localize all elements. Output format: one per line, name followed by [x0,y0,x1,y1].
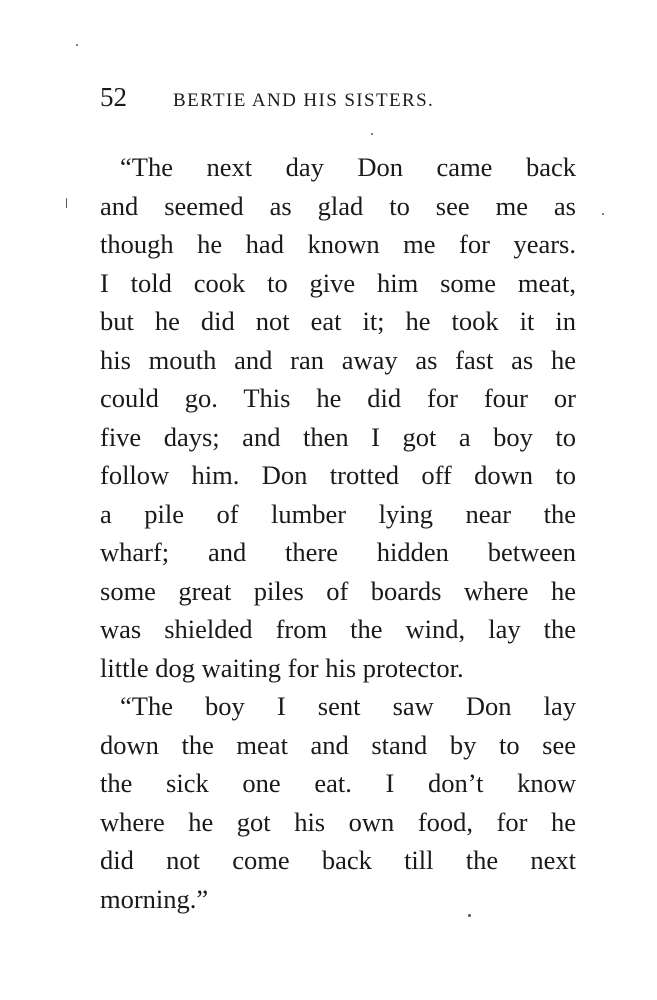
text-line: and seemed as glad to see me as [100,190,576,221]
paragraph-1 [100,148,576,687]
paper-speck [76,44,78,46]
text-line: five days; and then I got a boy to [100,421,576,452]
text-line: a pile of lumber lying near the [100,498,576,529]
paper-speck [66,198,67,208]
text-line: “The next day Don came back [120,152,576,182]
body-text [100,148,576,918]
paragraph-2 [100,687,576,918]
paper-speck [602,213,604,215]
text-line: though he had known me for years. [100,229,576,259]
text-line: I told cook to give him some meat, [100,267,576,298]
running-head: BERTIE AND HIS SISTERS. [173,90,435,111]
text-line: the sick one eat. I don’t know [100,768,576,798]
paper-speck [371,133,373,135]
text-line: his mouth and ran away as fast as he [100,344,576,375]
text-line: down the meat and stand by to see [100,729,576,760]
text-line: wharf; and there hidden between [100,537,576,567]
text-line: follow him. Don trotted off down to [100,460,576,490]
paper-speck [468,914,471,917]
text-line: morning.” [100,883,209,914]
text-line: where he got his own food, for he [100,806,576,837]
page-number: 52 [100,82,127,112]
text-line: little dog waiting for his protector. [100,652,464,683]
text-line: did not come back till the next [100,845,576,875]
text-line: could go. This he did for four or [100,383,576,413]
text-line: “The boy I sent saw Don lay [120,691,576,721]
page-header [100,82,500,122]
text-line: was shielded from the wind, lay the [100,614,576,644]
text-line: but he did not eat it; he took it in [100,306,576,336]
text-line: some great piles of boards where he [100,575,576,606]
